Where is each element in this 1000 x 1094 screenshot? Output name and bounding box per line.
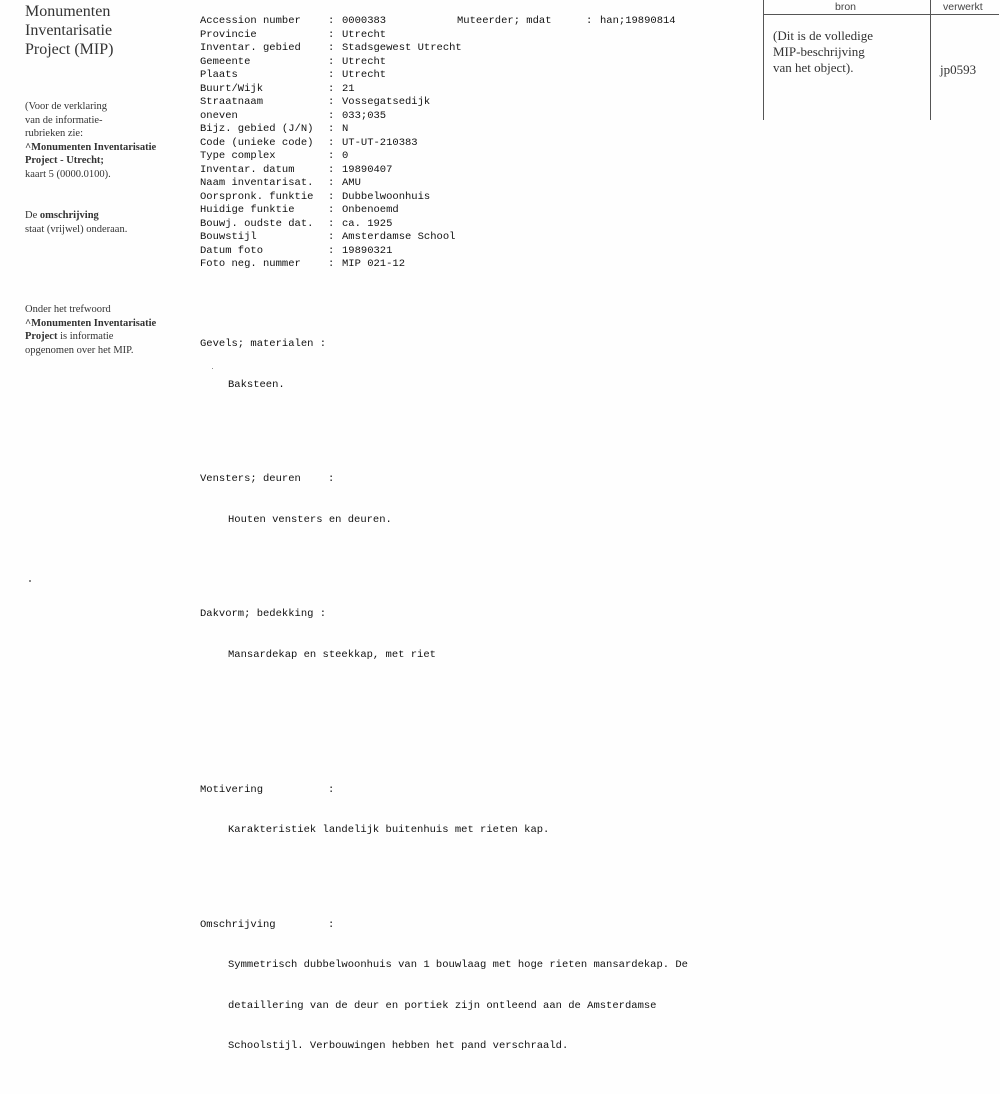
field-label: Type complex bbox=[200, 150, 276, 162]
colon: : bbox=[328, 42, 335, 54]
field-label: Huidige funktie bbox=[200, 204, 295, 216]
field-row bbox=[200, 218, 462, 232]
colon: : bbox=[328, 204, 335, 216]
section-body: Mansardekap en steekkap, met riet bbox=[228, 648, 436, 661]
field-value: ca. 1925 bbox=[342, 217, 393, 230]
colon: : bbox=[328, 244, 335, 257]
note-line: staat (vrijwel) onderaan. bbox=[25, 223, 128, 235]
project-title bbox=[25, 2, 185, 59]
keyword-note bbox=[25, 303, 190, 357]
colon: : bbox=[328, 28, 335, 41]
field-value: Vossegatsedijk bbox=[342, 96, 431, 108]
field-row bbox=[200, 96, 462, 110]
column-header-verwerkt: verwerkt bbox=[943, 1, 983, 13]
colon: : bbox=[328, 177, 335, 189]
field-label: Naam inventarisat. bbox=[200, 177, 314, 189]
field-label: Code (unieke code) bbox=[200, 136, 314, 149]
field-value: Utrecht bbox=[342, 69, 387, 81]
colon: : bbox=[328, 109, 335, 122]
note-bold-line: ^Monumenten Inventarisatie bbox=[25, 141, 157, 153]
scan-speck bbox=[212, 368, 213, 369]
section-vensters bbox=[200, 446, 760, 554]
bron-text bbox=[773, 28, 923, 76]
section-label: Vensters; deuren bbox=[200, 473, 301, 485]
scan-speck bbox=[29, 580, 31, 582]
colon: : bbox=[328, 163, 335, 176]
field-value: 033;035 bbox=[342, 109, 387, 122]
field-value: 21 bbox=[342, 82, 355, 95]
bron-line: van het object). bbox=[773, 60, 854, 75]
field-label: Datum foto bbox=[200, 244, 264, 257]
column-header-bron: bron bbox=[835, 1, 857, 13]
colon: : bbox=[328, 190, 335, 203]
field-row bbox=[200, 258, 462, 272]
colon: : bbox=[328, 15, 335, 27]
field-value: 0000383 bbox=[342, 15, 387, 27]
section-body: Symmetrisch dubbelwoonhuis van 1 bouwlaag met hoge rieten mansardekap. De bbox=[228, 959, 688, 971]
field-label: Foto neg. nummer bbox=[200, 258, 301, 270]
field-row bbox=[200, 83, 462, 97]
note-bold-line: Project bbox=[25, 331, 58, 342]
colon: : bbox=[328, 96, 335, 108]
field-label: Inventar. gebied bbox=[200, 42, 301, 54]
field-value: 19890321 bbox=[342, 244, 393, 257]
field-value: AMU bbox=[342, 177, 361, 189]
colon: : bbox=[586, 15, 593, 27]
mutation-info bbox=[457, 15, 676, 29]
colon: : bbox=[328, 918, 335, 931]
project-title-line: Monumenten bbox=[25, 3, 111, 20]
field-row bbox=[200, 29, 462, 43]
field-value: Utrecht bbox=[342, 28, 387, 41]
field-value: N bbox=[342, 123, 349, 135]
field-value: MIP 021-12 bbox=[342, 258, 406, 270]
section-motivering bbox=[200, 757, 760, 865]
mutation-label: Muteerder; mdat bbox=[457, 15, 552, 27]
explanation-note bbox=[25, 100, 190, 181]
field-value: Dubbelwoonhuis bbox=[342, 190, 431, 203]
field-row bbox=[200, 137, 462, 151]
field-row bbox=[200, 231, 462, 245]
colon: : bbox=[328, 258, 335, 270]
section-dakvorm bbox=[200, 581, 760, 689]
field-value: UT-UT-210383 bbox=[342, 136, 418, 149]
field-label: Gemeente bbox=[200, 55, 251, 68]
section-omschrijving bbox=[200, 892, 760, 1081]
note-line: (Voor de verklaring bbox=[25, 101, 108, 112]
section-body: detaillering van de deur en portiek zijn ontleend aan de Amsterdamse bbox=[228, 999, 657, 1012]
note-line: van de informatie- bbox=[25, 114, 103, 126]
note-text: De bbox=[25, 210, 40, 221]
note-line: opgenomen over het MIP. bbox=[25, 344, 134, 356]
section-body: Houten vensters en deuren. bbox=[228, 513, 392, 526]
note-line: Onder het trefwoord bbox=[25, 304, 111, 315]
colon: : bbox=[328, 136, 335, 149]
project-title-line: Project (MIP) bbox=[25, 41, 114, 58]
field-label: Plaats bbox=[200, 69, 238, 81]
colon: : bbox=[328, 150, 335, 162]
field-value: Onbenoemd bbox=[342, 204, 399, 216]
field-value: Amsterdamse School bbox=[342, 231, 456, 243]
field-value: 19890407 bbox=[342, 163, 393, 176]
note-bold: omschrijving bbox=[39, 210, 99, 221]
field-row bbox=[200, 69, 462, 83]
field-row bbox=[200, 56, 462, 70]
note-bold-line: ^Monumenten Inventarisatie bbox=[25, 317, 157, 329]
field-row bbox=[200, 245, 462, 259]
bron-line: MIP-beschrijving bbox=[773, 44, 865, 59]
section-label: Gevels; materialen : bbox=[200, 338, 327, 350]
field-row bbox=[200, 150, 462, 164]
field-label: Provincie bbox=[200, 28, 257, 41]
description-sections bbox=[200, 284, 760, 1094]
field-label: Buurt/Wijk bbox=[200, 82, 264, 95]
field-value: 0 bbox=[342, 150, 349, 162]
field-row bbox=[200, 15, 462, 29]
field-row bbox=[200, 110, 462, 124]
sidebar bbox=[25, 0, 185, 59]
field-label: Oorspronk. funktie bbox=[200, 190, 314, 203]
section-body: Schoolstijl. Verbouwingen hebben het pand verschraald. bbox=[228, 1040, 569, 1052]
field-row bbox=[200, 191, 462, 205]
field-row bbox=[200, 204, 462, 218]
section-body: Baksteen. bbox=[228, 378, 285, 391]
source-table bbox=[763, 0, 999, 120]
note-text: is informatie bbox=[57, 331, 114, 342]
colon: : bbox=[328, 783, 335, 796]
field-label: Straatnaam bbox=[200, 96, 264, 108]
field-label: Bouwstijl bbox=[200, 231, 257, 243]
section-body: Karakteristiek landelijk buitenhuis met rieten kap. bbox=[228, 824, 550, 836]
note-line: kaart 5 (0000.0100). bbox=[25, 168, 111, 180]
field-label: Bouwj. oudste dat. bbox=[200, 217, 314, 230]
mutation-value: han;19890814 bbox=[600, 15, 676, 27]
field-row bbox=[200, 123, 462, 137]
description-location-note bbox=[25, 209, 190, 236]
section-label: Omschrijving bbox=[200, 918, 276, 931]
colon: : bbox=[328, 231, 335, 243]
field-row bbox=[200, 164, 462, 178]
note-line: rubrieken zie: bbox=[25, 128, 84, 139]
field-label: oneven bbox=[200, 109, 238, 122]
colon: : bbox=[328, 69, 335, 81]
field-row bbox=[200, 42, 462, 56]
verwerkt-value: jp0593 bbox=[940, 62, 977, 77]
colon: : bbox=[328, 123, 335, 135]
section-label: Motivering bbox=[200, 783, 264, 796]
colon: : bbox=[328, 473, 335, 485]
colon: : bbox=[328, 55, 335, 68]
colon: : bbox=[328, 82, 335, 95]
field-value: Stadsgewest Utrecht bbox=[342, 42, 462, 54]
field-label: Bijz. gebied (J/N) bbox=[200, 123, 314, 135]
field-row bbox=[200, 177, 462, 191]
colon: : bbox=[328, 217, 335, 230]
project-title-line: Inventarisatie bbox=[25, 22, 113, 39]
field-label: Accession number bbox=[200, 15, 301, 27]
section-gevels bbox=[200, 311, 760, 419]
bron-line: (Dit is de volledige bbox=[773, 28, 874, 43]
field-value: Utrecht bbox=[342, 55, 387, 68]
field-label: Inventar. datum bbox=[200, 163, 295, 176]
note-bold-line: Project - Utrecht; bbox=[25, 155, 104, 166]
record-fields bbox=[200, 15, 462, 272]
section-label: Dakvorm; bedekking : bbox=[200, 608, 327, 620]
